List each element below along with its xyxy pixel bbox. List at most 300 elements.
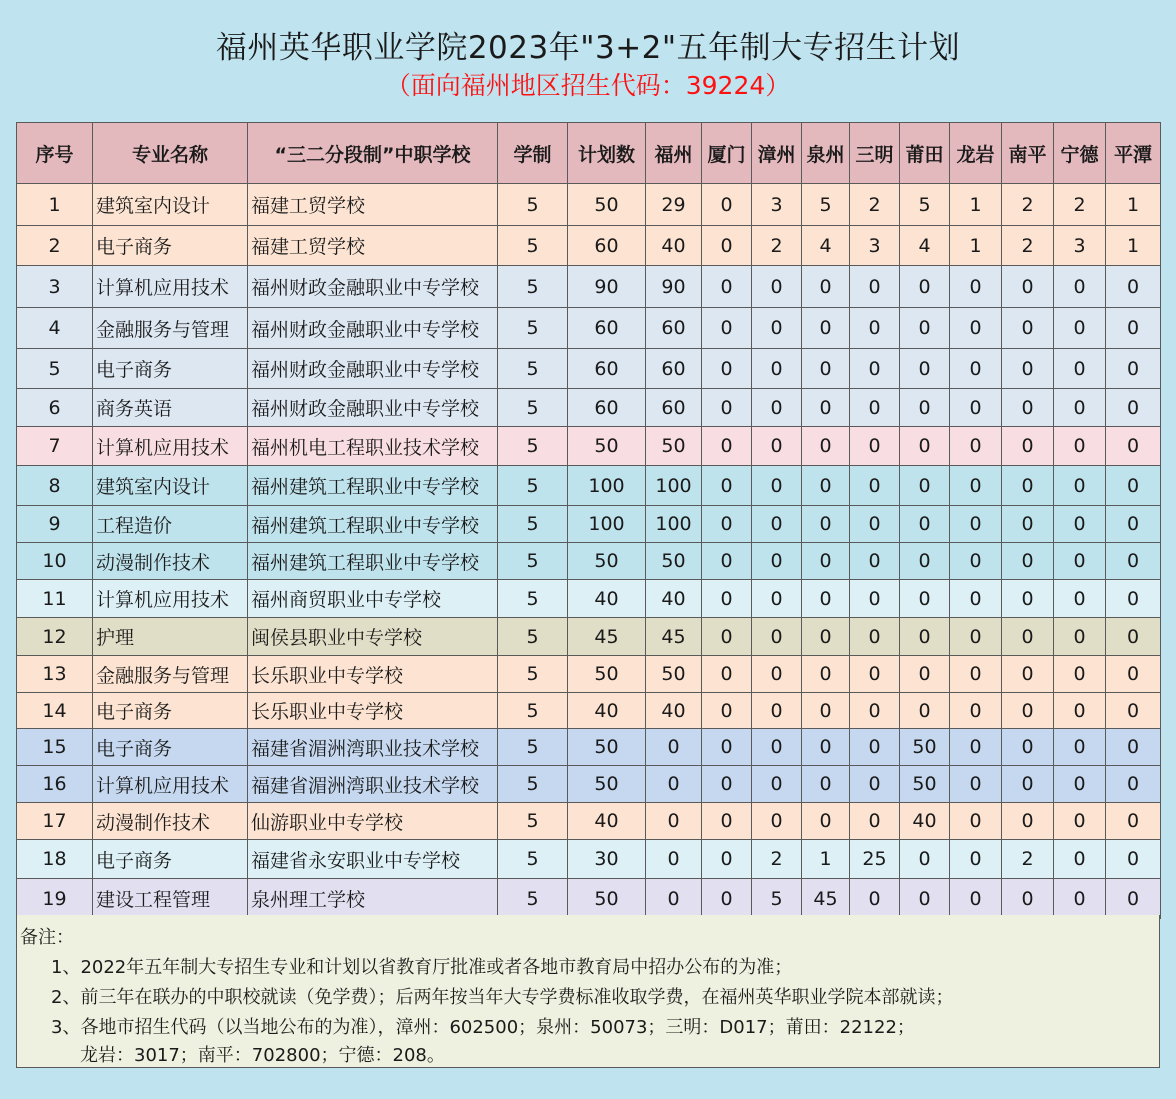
cell-nanping: 0 [1002, 729, 1054, 766]
cell-major: 计算机应用技术 [93, 766, 248, 803]
notes-panel [16, 915, 1160, 1068]
cell-nanping: 0 [1002, 506, 1054, 543]
cell-putian: 4 [900, 226, 950, 266]
cell-pingtan: 0 [1106, 729, 1161, 766]
cell-fuzhou: 40 [646, 226, 702, 266]
cell-xiamen: 0 [702, 693, 752, 729]
cell-plan-count: 40 [568, 803, 646, 840]
cell-putian: 50 [900, 766, 950, 803]
note-item: 1、2022年五年制大专招生专业和计划以省教育厅批准或者各地市教育局中招办公布的为准； [51, 957, 793, 978]
table-row [17, 580, 1161, 618]
cell-major: 建筑室内设计 [93, 184, 248, 226]
cell-ningde: 0 [1054, 766, 1106, 803]
cell-plan-count: 60 [568, 389, 646, 427]
cell-fuzhou: 60 [646, 389, 702, 427]
table-body [17, 184, 1161, 919]
page-subtitle: （面向福州地区招生代码：39224） [385, 71, 791, 100]
cell-sanming: 0 [850, 879, 900, 919]
cell-putian: 0 [900, 618, 950, 656]
cell-longyan: 0 [950, 349, 1002, 389]
cell-sanming: 0 [850, 266, 900, 308]
cell-school: 福建省湄洲湾职业技术学校 [248, 766, 498, 803]
cell-ningde: 0 [1054, 543, 1106, 580]
cell-putian: 0 [900, 389, 950, 427]
cell-putian: 0 [900, 349, 950, 389]
table-row [17, 618, 1161, 656]
cell-putian: 0 [900, 693, 950, 729]
cell-xiamen: 0 [702, 840, 752, 879]
cell-sanming: 0 [850, 389, 900, 427]
table-row [17, 349, 1161, 389]
cell-sanming: 3 [850, 226, 900, 266]
cell-school: 福建工贸学校 [248, 184, 498, 226]
cell-xiamen: 0 [702, 729, 752, 766]
cell-nanping: 0 [1002, 580, 1054, 618]
cell-zhangzhou: 0 [752, 308, 802, 349]
cell-nanping: 2 [1002, 184, 1054, 226]
cell-pingtan: 0 [1106, 693, 1161, 729]
cell-duration: 5 [498, 466, 568, 506]
cell-fuzhou: 45 [646, 618, 702, 656]
cell-plan-count: 50 [568, 543, 646, 580]
cell-longyan: 1 [950, 226, 1002, 266]
table-row [17, 427, 1161, 466]
cell-ningde: 0 [1054, 506, 1106, 543]
cell-nanping: 0 [1002, 266, 1054, 308]
note-item-continuation: 龙岩：3017；南平：702800；宁德：208。 [80, 1045, 445, 1066]
cell-sanming: 0 [850, 693, 900, 729]
cell-quanzhou: 45 [802, 879, 850, 919]
cell-zhangzhou: 0 [752, 693, 802, 729]
cell-quanzhou: 0 [802, 766, 850, 803]
cell-duration: 5 [498, 580, 568, 618]
cell-school: 福建工贸学校 [248, 226, 498, 266]
cell-sanming: 0 [850, 656, 900, 693]
cell-duration: 5 [498, 184, 568, 226]
note-item: 3、各地市招生代码（以当地公布的为准），漳州：602500；泉州：50073；三明：D017；莆田：22122； [51, 1017, 915, 1038]
cell-index: 6 [17, 389, 93, 427]
enrollment-table [16, 122, 1161, 919]
cell-putian: 0 [900, 840, 950, 879]
cell-putian: 5 [900, 184, 950, 226]
cell-duration: 5 [498, 427, 568, 466]
cell-index: 14 [17, 693, 93, 729]
cell-quanzhou: 0 [802, 618, 850, 656]
cell-quanzhou: 0 [802, 656, 850, 693]
cell-xiamen: 0 [702, 466, 752, 506]
cell-ningde: 0 [1054, 618, 1106, 656]
cell-major: 计算机应用技术 [93, 580, 248, 618]
cell-major: 电子商务 [93, 729, 248, 766]
cell-sanming: 0 [850, 308, 900, 349]
cell-plan-count: 60 [568, 308, 646, 349]
cell-zhangzhou: 0 [752, 580, 802, 618]
cell-xiamen: 0 [702, 226, 752, 266]
cell-major: 建筑室内设计 [93, 466, 248, 506]
table-row [17, 693, 1161, 729]
cell-pingtan: 0 [1106, 349, 1161, 389]
cell-xiamen: 0 [702, 543, 752, 580]
cell-nanping: 0 [1002, 766, 1054, 803]
cell-fuzhou: 0 [646, 840, 702, 879]
cell-nanping: 0 [1002, 693, 1054, 729]
table-row [17, 466, 1161, 506]
cell-school: 福州机电工程职业技术学校 [248, 427, 498, 466]
cell-pingtan: 0 [1106, 766, 1161, 803]
cell-nanping: 0 [1002, 656, 1054, 693]
cell-zhangzhou: 2 [752, 226, 802, 266]
cell-index: 17 [17, 803, 93, 840]
cell-zhangzhou: 3 [752, 184, 802, 226]
cell-sanming: 0 [850, 349, 900, 389]
cell-index: 8 [17, 466, 93, 506]
cell-school: 福州建筑工程职业中专学校 [248, 506, 498, 543]
header-fuzhou: 福州 [646, 123, 702, 184]
cell-school: 福建省永安职业中专学校 [248, 840, 498, 879]
header-sanming: 三明 [850, 123, 900, 184]
cell-quanzhou: 0 [802, 543, 850, 580]
cell-fuzhou: 50 [646, 656, 702, 693]
cell-pingtan: 0 [1106, 656, 1161, 693]
cell-duration: 5 [498, 656, 568, 693]
cell-pingtan: 1 [1106, 226, 1161, 266]
cell-putian: 50 [900, 729, 950, 766]
cell-zhangzhou: 0 [752, 766, 802, 803]
cell-plan-count: 50 [568, 879, 646, 919]
cell-xiamen: 0 [702, 389, 752, 427]
cell-ningde: 0 [1054, 389, 1106, 427]
cell-sanming: 0 [850, 506, 900, 543]
cell-longyan: 0 [950, 266, 1002, 308]
cell-xiamen: 0 [702, 879, 752, 919]
cell-longyan: 0 [950, 618, 1002, 656]
cell-longyan: 0 [950, 879, 1002, 919]
cell-zhangzhou: 0 [752, 427, 802, 466]
cell-xiamen: 0 [702, 656, 752, 693]
cell-zhangzhou: 0 [752, 389, 802, 427]
cell-quanzhou: 4 [802, 226, 850, 266]
table-row [17, 226, 1161, 266]
header-duration: 学制 [498, 123, 568, 184]
cell-ningde: 2 [1054, 184, 1106, 226]
cell-longyan: 0 [950, 729, 1002, 766]
cell-sanming: 0 [850, 543, 900, 580]
cell-nanping: 0 [1002, 349, 1054, 389]
cell-putian: 0 [900, 879, 950, 919]
table-row [17, 656, 1161, 693]
cell-duration: 5 [498, 879, 568, 919]
cell-pingtan: 0 [1106, 580, 1161, 618]
cell-sanming: 0 [850, 618, 900, 656]
header-plan-count: 计划数 [568, 123, 646, 184]
table-row [17, 803, 1161, 840]
header-index: 序号 [17, 123, 93, 184]
cell-duration: 5 [498, 729, 568, 766]
cell-sanming: 25 [850, 840, 900, 879]
cell-duration: 5 [498, 389, 568, 427]
cell-quanzhou: 0 [802, 580, 850, 618]
cell-ningde: 0 [1054, 729, 1106, 766]
cell-school: 长乐职业中专学校 [248, 693, 498, 729]
header-pingtan: 平潭 [1106, 123, 1161, 184]
cell-zhangzhou: 0 [752, 803, 802, 840]
cell-quanzhou: 1 [802, 840, 850, 879]
cell-pingtan: 0 [1106, 506, 1161, 543]
cell-xiamen: 0 [702, 184, 752, 226]
cell-xiamen: 0 [702, 308, 752, 349]
cell-fuzhou: 40 [646, 693, 702, 729]
cell-zhangzhou: 0 [752, 729, 802, 766]
cell-fuzhou: 100 [646, 466, 702, 506]
cell-duration: 5 [498, 840, 568, 879]
cell-sanming: 0 [850, 729, 900, 766]
cell-ningde: 0 [1054, 656, 1106, 693]
cell-major: 金融服务与管理 [93, 308, 248, 349]
cell-fuzhou: 50 [646, 543, 702, 580]
cell-fuzhou: 0 [646, 879, 702, 919]
cell-xiamen: 0 [702, 266, 752, 308]
cell-major: 电子商务 [93, 693, 248, 729]
notes-heading: 备注： [20, 927, 74, 948]
header-quanzhou: 泉州 [802, 123, 850, 184]
cell-index: 7 [17, 427, 93, 466]
cell-major: 计算机应用技术 [93, 427, 248, 466]
cell-school: 泉州理工学校 [248, 879, 498, 919]
note-item: 2、前三年在联办的中职校就读（免学费）；后两年按当年大专学费标准收取学费，在福州英华职业学院本部就读； [51, 987, 954, 1008]
header-nanping: 南平 [1002, 123, 1054, 184]
cell-xiamen: 0 [702, 580, 752, 618]
cell-index: 16 [17, 766, 93, 803]
cell-ningde: 0 [1054, 308, 1106, 349]
cell-fuzhou: 0 [646, 729, 702, 766]
table-row [17, 543, 1161, 580]
cell-school: 福州财政金融职业中专学校 [248, 349, 498, 389]
cell-quanzhou: 0 [802, 308, 850, 349]
cell-quanzhou: 0 [802, 506, 850, 543]
cell-fuzhou: 40 [646, 580, 702, 618]
cell-major: 动漫制作技术 [93, 803, 248, 840]
cell-school: 福州财政金融职业中专学校 [248, 266, 498, 308]
cell-putian: 0 [900, 266, 950, 308]
cell-index: 11 [17, 580, 93, 618]
cell-nanping: 0 [1002, 427, 1054, 466]
cell-ningde: 0 [1054, 879, 1106, 919]
header-longyan: 龙岩 [950, 123, 1002, 184]
cell-zhangzhou: 0 [752, 618, 802, 656]
cell-major: 工程造价 [93, 506, 248, 543]
cell-duration: 5 [498, 506, 568, 543]
table-row [17, 184, 1161, 226]
cell-zhangzhou: 0 [752, 543, 802, 580]
cell-ningde: 0 [1054, 693, 1106, 729]
table-row [17, 766, 1161, 803]
cell-putian: 0 [900, 506, 950, 543]
cell-zhangzhou: 0 [752, 266, 802, 308]
cell-plan-count: 45 [568, 618, 646, 656]
cell-xiamen: 0 [702, 349, 752, 389]
cell-putian: 0 [900, 580, 950, 618]
cell-longyan: 0 [950, 766, 1002, 803]
cell-pingtan: 0 [1106, 618, 1161, 656]
cell-quanzhou: 0 [802, 427, 850, 466]
cell-pingtan: 0 [1106, 466, 1161, 506]
cell-zhangzhou: 0 [752, 656, 802, 693]
cell-fuzhou: 60 [646, 308, 702, 349]
cell-pingtan: 0 [1106, 840, 1161, 879]
cell-fuzhou: 100 [646, 506, 702, 543]
header-school: “三二分段制”中职学校 [248, 123, 498, 184]
cell-fuzhou: 29 [646, 184, 702, 226]
cell-sanming: 0 [850, 580, 900, 618]
header-xiamen: 厦门 [702, 123, 752, 184]
header-putian: 莆田 [900, 123, 950, 184]
table-row [17, 308, 1161, 349]
cell-school: 闽侯县职业中专学校 [248, 618, 498, 656]
cell-pingtan: 0 [1106, 308, 1161, 349]
cell-school: 福州商贸职业中专学校 [248, 580, 498, 618]
cell-school: 福州财政金融职业中专学校 [248, 389, 498, 427]
cell-plan-count: 50 [568, 184, 646, 226]
cell-longyan: 0 [950, 308, 1002, 349]
cell-putian: 0 [900, 308, 950, 349]
cell-quanzhou: 0 [802, 729, 850, 766]
cell-zhangzhou: 0 [752, 349, 802, 389]
cell-ningde: 0 [1054, 266, 1106, 308]
cell-major: 电子商务 [93, 349, 248, 389]
cell-index: 3 [17, 266, 93, 308]
cell-plan-count: 30 [568, 840, 646, 879]
cell-zhangzhou: 0 [752, 466, 802, 506]
cell-index: 2 [17, 226, 93, 266]
cell-duration: 5 [498, 266, 568, 308]
cell-pingtan: 1 [1106, 184, 1161, 226]
cell-plan-count: 40 [568, 580, 646, 618]
cell-ningde: 0 [1054, 466, 1106, 506]
table-row [17, 879, 1161, 919]
cell-plan-count: 50 [568, 427, 646, 466]
cell-pingtan: 0 [1106, 803, 1161, 840]
cell-putian: 0 [900, 427, 950, 466]
cell-ningde: 0 [1054, 427, 1106, 466]
cell-longyan: 0 [950, 656, 1002, 693]
cell-pingtan: 0 [1106, 543, 1161, 580]
cell-plan-count: 50 [568, 656, 646, 693]
cell-fuzhou: 50 [646, 427, 702, 466]
cell-major: 建设工程管理 [93, 879, 248, 919]
cell-xiamen: 0 [702, 427, 752, 466]
cell-longyan: 0 [950, 466, 1002, 506]
cell-index: 19 [17, 879, 93, 919]
cell-index: 9 [17, 506, 93, 543]
cell-nanping: 0 [1002, 308, 1054, 349]
cell-index: 13 [17, 656, 93, 693]
cell-zhangzhou: 0 [752, 506, 802, 543]
cell-plan-count: 100 [568, 466, 646, 506]
cell-major: 计算机应用技术 [93, 266, 248, 308]
cell-index: 12 [17, 618, 93, 656]
cell-xiamen: 0 [702, 766, 752, 803]
cell-major: 护理 [93, 618, 248, 656]
cell-putian: 0 [900, 466, 950, 506]
cell-school: 福州建筑工程职业中专学校 [248, 543, 498, 580]
cell-major: 动漫制作技术 [93, 543, 248, 580]
cell-school: 福建省湄洲湾职业技术学校 [248, 729, 498, 766]
cell-major: 金融服务与管理 [93, 656, 248, 693]
cell-index: 18 [17, 840, 93, 879]
cell-nanping: 0 [1002, 879, 1054, 919]
cell-plan-count: 60 [568, 349, 646, 389]
cell-school: 仙游职业中专学校 [248, 803, 498, 840]
cell-longyan: 0 [950, 543, 1002, 580]
table-header-row [17, 123, 1161, 184]
cell-major: 电子商务 [93, 840, 248, 879]
cell-xiamen: 0 [702, 803, 752, 840]
cell-nanping: 0 [1002, 618, 1054, 656]
cell-ningde: 0 [1054, 803, 1106, 840]
cell-longyan: 0 [950, 693, 1002, 729]
cell-fuzhou: 0 [646, 803, 702, 840]
cell-longyan: 0 [950, 580, 1002, 618]
cell-duration: 5 [498, 803, 568, 840]
cell-index: 10 [17, 543, 93, 580]
cell-quanzhou: 5 [802, 184, 850, 226]
cell-longyan: 0 [950, 389, 1002, 427]
cell-duration: 5 [498, 349, 568, 389]
cell-pingtan: 0 [1106, 266, 1161, 308]
table-row [17, 729, 1161, 766]
cell-sanming: 2 [850, 184, 900, 226]
cell-school: 长乐职业中专学校 [248, 656, 498, 693]
header-major: 专业名称 [93, 123, 248, 184]
cell-putian: 0 [900, 656, 950, 693]
cell-ningde: 0 [1054, 349, 1106, 389]
cell-plan-count: 40 [568, 693, 646, 729]
cell-school: 福州建筑工程职业中专学校 [248, 466, 498, 506]
cell-nanping: 0 [1002, 543, 1054, 580]
cell-pingtan: 0 [1106, 389, 1161, 427]
cell-nanping: 0 [1002, 803, 1054, 840]
cell-pingtan: 0 [1106, 879, 1161, 919]
cell-plan-count: 50 [568, 729, 646, 766]
cell-pingtan: 0 [1106, 427, 1161, 466]
cell-duration: 5 [498, 226, 568, 266]
cell-quanzhou: 0 [802, 693, 850, 729]
cell-school: 福州财政金融职业中专学校 [248, 308, 498, 349]
page-title: 福州英华职业学院2023年"3+2"五年制大专招生计划 [215, 30, 961, 66]
cell-xiamen: 0 [702, 618, 752, 656]
table-row [17, 389, 1161, 427]
cell-quanzhou: 0 [802, 466, 850, 506]
cell-longyan: 1 [950, 184, 1002, 226]
table-row [17, 266, 1161, 308]
cell-ningde: 0 [1054, 580, 1106, 618]
cell-longyan: 0 [950, 506, 1002, 543]
cell-quanzhou: 0 [802, 349, 850, 389]
cell-nanping: 0 [1002, 389, 1054, 427]
cell-major: 电子商务 [93, 226, 248, 266]
header-ningde: 宁德 [1054, 123, 1106, 184]
cell-longyan: 0 [950, 803, 1002, 840]
cell-putian: 40 [900, 803, 950, 840]
cell-index: 1 [17, 184, 93, 226]
cell-quanzhou: 0 [802, 803, 850, 840]
cell-index: 15 [17, 729, 93, 766]
cell-ningde: 3 [1054, 226, 1106, 266]
cell-sanming: 0 [850, 803, 900, 840]
cell-fuzhou: 60 [646, 349, 702, 389]
cell-index: 5 [17, 349, 93, 389]
cell-putian: 0 [900, 543, 950, 580]
